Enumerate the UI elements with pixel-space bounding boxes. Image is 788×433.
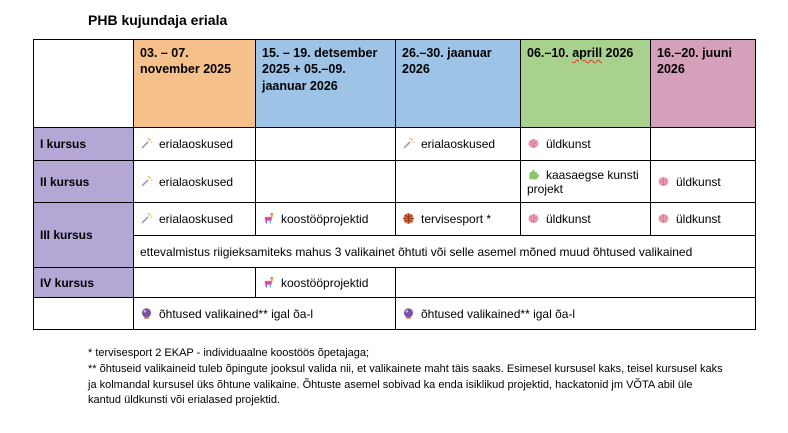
cell-ii-jaanuar [396, 161, 521, 203]
row-ii-kursus [34, 161, 756, 203]
cell-evening-left [134, 298, 396, 330]
cell-ii-aprill [521, 161, 651, 203]
brain-icon [657, 175, 670, 188]
cell-label: erialaoskused [159, 174, 234, 189]
cell-i-juuni [651, 128, 756, 161]
row-iii-kursus-note [34, 236, 756, 268]
cell-iv-detsember [256, 268, 396, 298]
cell-ii-juuni [651, 161, 756, 203]
cell-label: üldkunst [676, 174, 721, 189]
footnote-evening-electives: ** õhtuseid valikaineid tuleb õpingute jooksul valida nii, et valikainete maht täis saaks. Esimesel kursusel kaks, teisel kursusel kaks ja kolmandal kursusel üks õhtune valikaine. Õhtuste asemel sobivad ka enda isiklikud projektid, hackatonid jm VÕTA abil üle kantud üldkunsti või erialased projektid. [88, 363, 723, 407]
schedule-table [33, 39, 756, 330]
cell-iv-merged-empty [396, 268, 756, 298]
header-detsember-jaanuar: 15. – 19. detsember 2025 + 05.–09. jaanuar 2026 [256, 40, 396, 128]
cell-label: üldkunst [676, 212, 721, 226]
pinata-icon [262, 276, 275, 289]
brain-icon [527, 212, 540, 225]
cell-ii-detsember [256, 161, 396, 203]
crystal-ball-icon [402, 307, 415, 320]
cell-label: erialaoskused [159, 212, 234, 226]
header-juuni: 16.–20. juuni 2026 [651, 40, 756, 128]
brain-icon [527, 137, 540, 150]
cell-label: õhtused valikained** igal õa-l [159, 306, 314, 321]
row-iv-kursus [34, 268, 756, 298]
header-aprill-suffix: 2026 [602, 46, 634, 60]
crystal-ball-icon [140, 307, 153, 320]
header-aprill [521, 40, 651, 128]
header-jaanuar: 26.–30. jaanuar 2026 [396, 40, 521, 128]
header-aprill-misspelled-word: aprill [572, 46, 603, 60]
magic-wand-icon [140, 212, 153, 225]
puzzle-piece-icon [527, 168, 540, 181]
header-november: 03. – 07. november 2025 [134, 40, 256, 128]
cell-evening-label-empty [34, 298, 134, 330]
cell-i-jaanuar [396, 128, 521, 161]
cell-iii-november [134, 203, 256, 236]
header-row [34, 40, 756, 128]
cell-iii-detsember [256, 203, 396, 236]
page-title: PHB kujundaja eriala [88, 12, 228, 28]
cell-label: kaasaegse kunsti projekt [527, 167, 639, 196]
cell-ii-november [134, 161, 256, 203]
cell-label: koostööprojektid [281, 275, 369, 290]
row-i-kursus [34, 128, 756, 161]
cell-label: üldkunst [546, 137, 591, 151]
magic-wand-icon [140, 175, 153, 188]
cell-i-detsember [256, 128, 396, 161]
corner-cell [34, 40, 134, 128]
cell-i-november [134, 128, 256, 161]
magic-wand-icon [140, 137, 153, 150]
footnotes [88, 346, 728, 409]
cell-label: erialaoskused [159, 137, 234, 151]
cell-iv-november [134, 268, 256, 298]
cell-iii-aprill [521, 203, 651, 236]
cell-label: erialaoskused [421, 137, 496, 151]
cell-label: koostööprojektid [281, 212, 369, 226]
cell-iii-juuni [651, 203, 756, 236]
cell-label: tervisesport * [421, 212, 492, 226]
magic-wand-icon [402, 137, 415, 150]
cell-label: õhtused valikained** igal õa-l [421, 306, 576, 321]
cell-iii-jaanuar [396, 203, 521, 236]
cell-label: üldkunst [546, 212, 591, 226]
course-label-i: I kursus [34, 128, 134, 161]
basketball-icon [402, 212, 415, 225]
header-aprill-prefix: 06.–10. [527, 46, 573, 60]
footnote-tervisesport: * tervisesport 2 EKAP - individuaalne koostöös õpetajaga; [88, 347, 370, 359]
course-label-iii: III kursus [34, 203, 134, 268]
cell-evening-right [396, 298, 756, 330]
course-label-iv: IV kursus [34, 268, 134, 298]
pinata-icon [262, 212, 275, 225]
row-iii-kursus [34, 203, 756, 236]
brain-icon [657, 212, 670, 225]
row-evening-electives [34, 298, 756, 330]
cell-i-aprill [521, 128, 651, 161]
exam-preparation-note: ettevalmistus riigieksamiteks mahus 3 valikainet õhtuti või selle asemel mõned muud õhtused valikained [134, 236, 756, 268]
course-label-ii: II kursus [34, 161, 134, 203]
